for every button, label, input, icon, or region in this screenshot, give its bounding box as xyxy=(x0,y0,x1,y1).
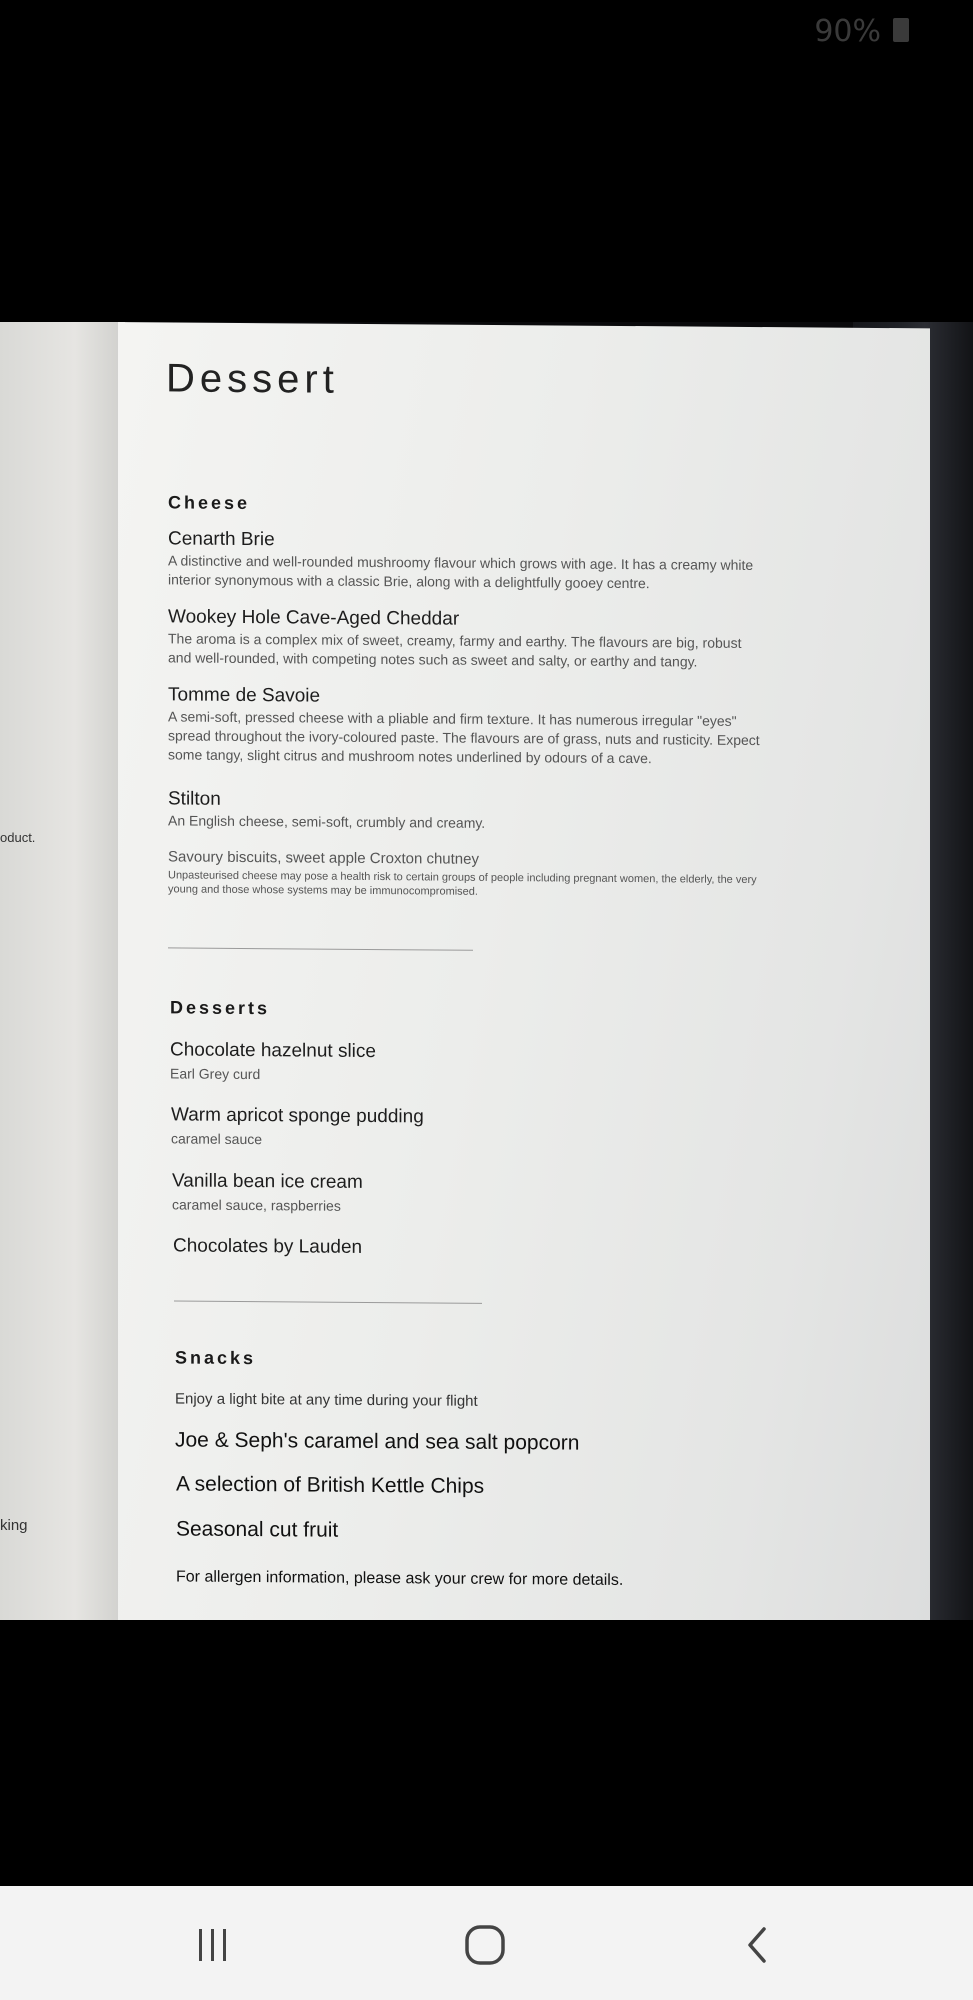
cheese-warning: Unpasteurised cheese may pose a health risk to certain groups of people including pregnant women, the elderly, the very xyxy=(168,869,757,887)
menu-item-description: The aroma is a complex mix of sweet, creamy, farmy and earthy. The flavours are big, robust xyxy=(168,630,742,651)
section-divider xyxy=(174,1300,482,1303)
section-heading-cheese: Cheese xyxy=(168,492,251,514)
menu-item-description: spread throughout the ivory-coloured paste. The flavours are of grass, nuts and rusticity. Expect xyxy=(168,727,760,749)
menu-item-name: Cenarth Brie xyxy=(168,528,275,551)
recents-icon xyxy=(193,1927,233,1963)
cheese-accompaniment: Savoury biscuits, sweet apple Croxton chutney xyxy=(168,848,479,868)
left-page-fragment: oduct. xyxy=(0,830,36,845)
home-button[interactable] xyxy=(450,1910,520,1980)
page-title: Dessert xyxy=(166,356,339,402)
menu-item-name: Tomme de Savoie xyxy=(168,684,321,707)
menu-item-name: Wookey Hole Cave-Aged Cheddar xyxy=(168,606,460,630)
menu-item-description: A distinctive and well-rounded mushroomy flavour which grows with age. It has a creamy white xyxy=(168,552,754,573)
back-icon xyxy=(742,1925,772,1965)
menu-page xyxy=(118,322,930,1620)
menu-item-name: Vanilla bean ice cream xyxy=(172,1170,363,1193)
left-page-fragment: king xyxy=(0,1517,28,1534)
menu-content xyxy=(118,322,930,1620)
menu-item-description: caramel sauce xyxy=(171,1130,263,1148)
menu-item-name: Chocolate hazelnut slice xyxy=(170,1039,376,1063)
back-button[interactable] xyxy=(722,1910,792,1980)
navigation-bar xyxy=(0,1886,973,2000)
menu-item-name: Chocolates by Lauden xyxy=(173,1235,363,1258)
status-bar xyxy=(0,0,973,60)
menu-item-name: Stilton xyxy=(168,788,221,810)
menu-item-description: and well-rounded, with competing notes such as sweet and salty, or earthy and tangy. xyxy=(168,649,698,670)
cheese-warning: young and those whose systems may be immunocompromised. xyxy=(168,883,478,898)
snack-item: Joe & Seph's caramel and sea salt popcorn xyxy=(175,1428,580,1455)
allergen-note: For allergen information, please ask your crew for more details. xyxy=(176,1568,624,1589)
menu-item-name: Warm apricot sponge pudding xyxy=(171,1104,424,1128)
snacks-intro: Enjoy a light bite at any time during your flight xyxy=(175,1390,478,1410)
menu-item-description: some tangy, slight citrus and mushroom notes underlined by odours of a cave. xyxy=(168,746,652,767)
left-page xyxy=(0,322,125,1620)
menu-photo xyxy=(0,322,973,1620)
menu-item-description: caramel sauce, raspberries xyxy=(172,1196,341,1214)
battery-icon xyxy=(893,18,909,42)
snack-item: Seasonal cut fruit xyxy=(176,1517,339,1542)
menu-item-description: An English cheese, semi-soft, crumbly and creamy. xyxy=(168,812,486,831)
menu-item-description: Earl Grey curd xyxy=(170,1065,261,1083)
menu-item-description: A semi-soft, pressed cheese with a pliable and firm texture. It has numerous irregular "eyes" xyxy=(168,708,737,729)
section-heading-snacks: Snacks xyxy=(175,1347,257,1369)
recents-button[interactable] xyxy=(178,1910,248,1980)
section-heading-desserts: Desserts xyxy=(170,997,271,1019)
menu-item-description: interior synonymous with a classic Brie, along with a delightfully gooey centre. xyxy=(168,571,650,592)
section-divider xyxy=(168,947,473,950)
snack-item: A selection of British Kettle Chips xyxy=(176,1472,485,1498)
battery-percentage: 90% xyxy=(814,14,881,49)
home-icon xyxy=(463,1923,507,1967)
